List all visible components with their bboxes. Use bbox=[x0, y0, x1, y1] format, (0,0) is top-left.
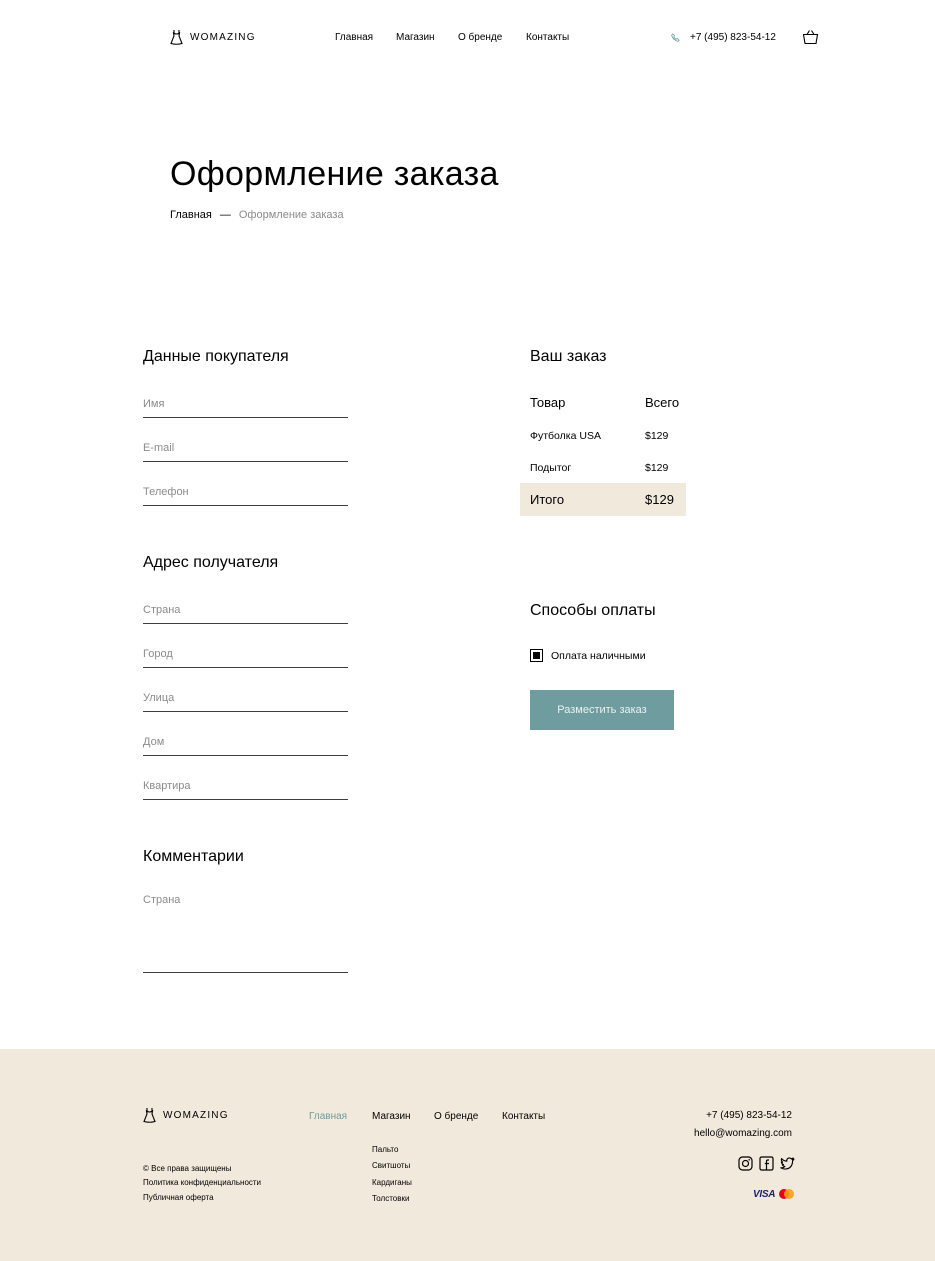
cash-checkbox[interactable] bbox=[530, 649, 543, 662]
footer-email[interactable]: hello@womazing.com bbox=[694, 1127, 792, 1139]
house-input[interactable] bbox=[143, 736, 348, 748]
phone-input[interactable] bbox=[143, 486, 348, 498]
nav-item-brand[interactable]: О бренде bbox=[458, 32, 503, 43]
header-logo[interactable] bbox=[170, 29, 256, 45]
footer-shop-links bbox=[372, 1142, 412, 1207]
dress-icon bbox=[170, 29, 183, 45]
subtotal-price: $129 bbox=[645, 461, 669, 474]
instagram-icon[interactable] bbox=[738, 1156, 753, 1171]
city-field bbox=[143, 644, 348, 668]
name-field bbox=[143, 394, 348, 418]
footer-nav-home[interactable]: Главная bbox=[309, 1111, 348, 1122]
footer-logo[interactable] bbox=[143, 1107, 229, 1123]
footer-logo-text: WOMAZING bbox=[163, 1109, 229, 1121]
order-row bbox=[520, 419, 686, 452]
total-label: Итого bbox=[530, 492, 565, 507]
subtotal-label: Подытог bbox=[530, 461, 572, 474]
nav-item-shop[interactable]: Магазин bbox=[396, 32, 435, 43]
header-phone-text: +7 (495) 823-54-12 bbox=[690, 32, 776, 43]
order-header-product: Товар bbox=[530, 395, 566, 410]
footer-nav-shop[interactable]: Магазин bbox=[372, 1111, 411, 1122]
dress-icon bbox=[143, 1107, 156, 1123]
breadcrumb-current: Оформление заказа bbox=[238, 209, 344, 221]
footer-nav-contacts[interactable]: Контакты bbox=[502, 1111, 546, 1122]
total-price: $129 bbox=[645, 492, 674, 507]
footer-link-hoodies[interactable]: Толстовки bbox=[372, 1193, 410, 1203]
apartment-input[interactable] bbox=[143, 780, 348, 792]
name-input[interactable] bbox=[143, 398, 348, 410]
order-table-header bbox=[520, 386, 686, 419]
cart-button[interactable] bbox=[802, 29, 819, 50]
phone-field bbox=[143, 482, 348, 506]
cash-option-label: Оплата наличными bbox=[551, 649, 646, 662]
order-item-name: Футболка USA bbox=[530, 429, 601, 442]
comments-textarea[interactable] bbox=[143, 894, 348, 964]
footer-link-sweatshirts[interactable]: Свитшоты bbox=[372, 1161, 411, 1171]
page-title: Оформление заказа bbox=[170, 155, 499, 193]
apartment-field bbox=[143, 776, 348, 800]
visa-logo: VISA bbox=[753, 1188, 776, 1200]
street-field bbox=[143, 688, 348, 712]
payment-section-title: Способы оплаты bbox=[530, 602, 656, 619]
house-field bbox=[143, 732, 348, 756]
order-item-price: $129 bbox=[645, 429, 669, 442]
footer-link-cardigans[interactable]: Кардиганы bbox=[372, 1177, 412, 1187]
country-input[interactable] bbox=[143, 604, 348, 616]
header-phone[interactable] bbox=[671, 32, 776, 43]
street-input[interactable] bbox=[143, 692, 348, 704]
comments-field bbox=[143, 894, 348, 973]
order-header-total: Всего bbox=[645, 395, 680, 410]
footer-legal bbox=[143, 1162, 261, 1205]
breadcrumb-home[interactable]: Главная bbox=[170, 209, 212, 221]
address-section-title: Адрес получателя bbox=[143, 554, 279, 571]
footer bbox=[0, 1049, 935, 1261]
mastercard-icon bbox=[778, 1188, 795, 1200]
social-links bbox=[738, 1156, 795, 1171]
breadcrumb bbox=[170, 209, 344, 221]
place-order-button[interactable]: Разместить заказ bbox=[530, 690, 674, 730]
public-offer-link[interactable]: Публичная оферта bbox=[143, 1192, 214, 1202]
email-field bbox=[143, 438, 348, 462]
logo-text: WOMAZING bbox=[190, 31, 256, 43]
privacy-policy-link[interactable]: Политика конфиденциальности bbox=[143, 1178, 262, 1188]
country-field bbox=[143, 600, 348, 624]
order-section-title: Ваш заказ bbox=[530, 348, 607, 365]
footer-nav-brand[interactable]: О бренде bbox=[434, 1111, 479, 1122]
twitter-icon[interactable] bbox=[780, 1156, 795, 1171]
order-total-row bbox=[520, 483, 686, 516]
city-input[interactable] bbox=[143, 648, 348, 660]
nav-item-home[interactable]: Главная bbox=[335, 32, 374, 43]
footer-link-coats[interactable]: Пальто bbox=[372, 1145, 399, 1154]
payment-systems bbox=[753, 1188, 795, 1200]
email-input[interactable] bbox=[143, 442, 348, 454]
nav-item-contacts[interactable]: Контакты bbox=[526, 32, 570, 43]
shopping-bag-icon bbox=[802, 29, 819, 45]
payment-option-cash[interactable] bbox=[530, 649, 646, 662]
copyright-text: © Все права защищены bbox=[143, 1164, 232, 1173]
phone-icon bbox=[671, 33, 680, 42]
footer-phone[interactable]: +7 (495) 823-54-12 bbox=[706, 1110, 792, 1121]
footer-contacts bbox=[694, 1107, 792, 1142]
comments-section-title: Комментарии bbox=[143, 848, 244, 865]
breadcrumb-separator: — bbox=[219, 209, 231, 221]
buyer-section-title: Данные покупателя bbox=[143, 348, 289, 365]
facebook-icon[interactable] bbox=[759, 1156, 774, 1171]
order-subtotal-row bbox=[520, 451, 686, 484]
